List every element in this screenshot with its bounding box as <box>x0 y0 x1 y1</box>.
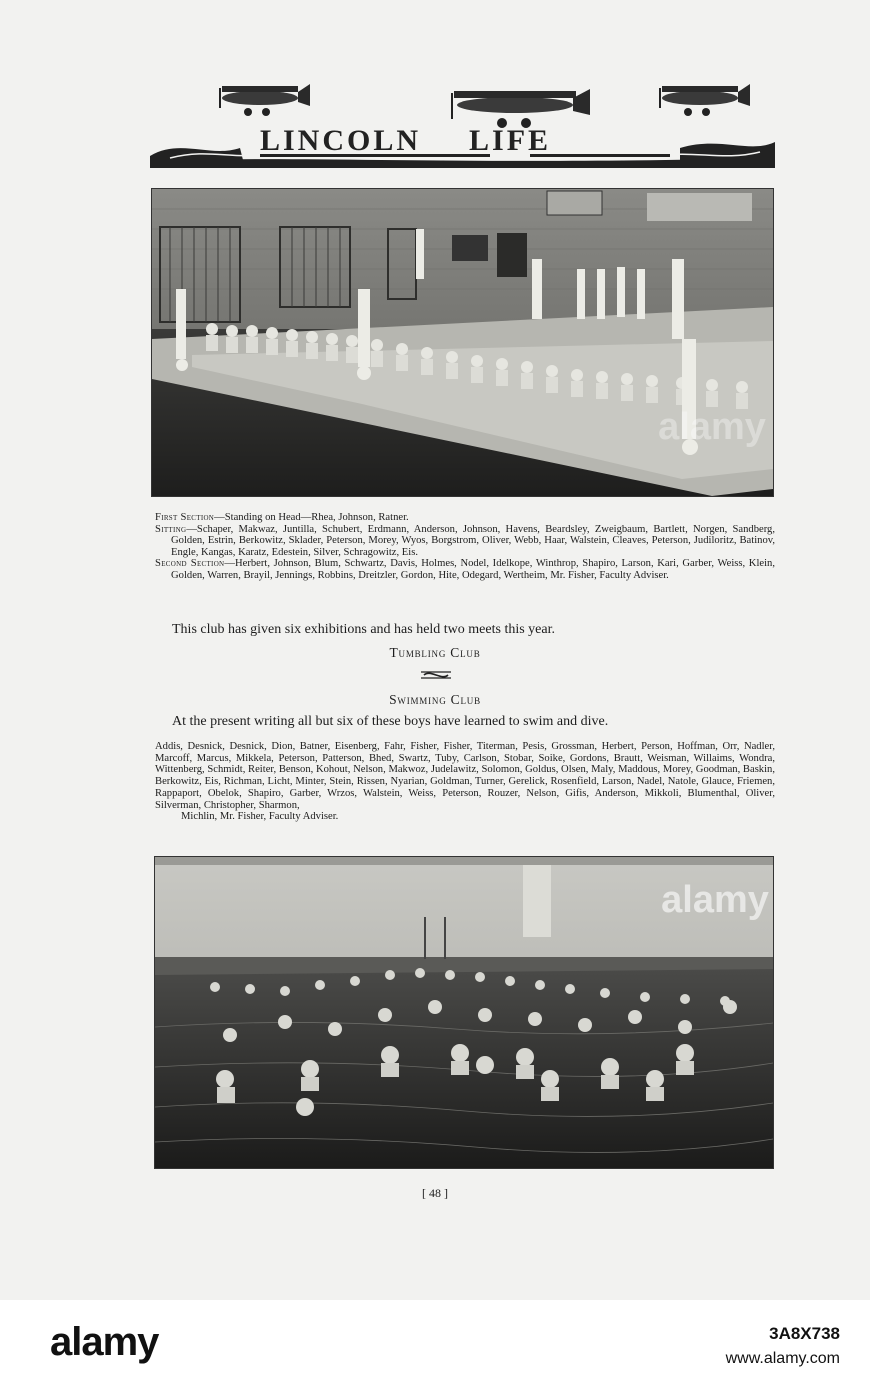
swimming-watermark: alamy <box>661 879 769 921</box>
swimming-names: Addis, Desnick, Desnick, Dion, Batner, Eisenberg, Fahr, Fisher, Fisher, Titerman, Pesis, Grossman, Herbert, Person, Hoffman, Orr, Nadler, Marcoff, Marcus, Mikkela, Peterson, Patterson, Bhed, Swartz, Tuby, Carlson, Stobar, Soike, Gordons, Brautt, Weisman, Willaims, Wondra, Wittenberg, Schmidt, Reiter, Benson, Kohout, Nelson, Makwoz, Judelawitz, Solomon, Goldus, Olsen, Maly, Maddous, Morey, Goodman, Baskin, Berkowitz, Eis, Richman, Licht, Minter, Stein, Rissen, Nyarian, Goldman, Turner, Gerelick, Rosenfield, Larson, Nadel, Natole, Glauce, Friemen, Rappaport, Obelok, Shapiro, Garber, Wrzos, Walstein, Weiss, Peterson, Rouzer, Nelson, Gifis, Anderson, Mikkoli, Blumenthal, Oliver, Silverman, Christopher, Sharmon, <box>155 741 775 811</box>
tumbling-club-title: Tumbling Club <box>389 645 481 660</box>
image-code: 3A8X738 <box>769 1324 840 1343</box>
sitting-line <box>155 524 775 559</box>
second-section-text: —Herbert, Johnson, Blum, Schwartz, Davis, Holmes, Nodel, Idelkope, Winthrop, Shapiro, Larson, Kari, Garber, Weiss, Klein, Golden, Warren, Brayil, Jennings, Robbins, Dreitzler, Gordon, Hite, Odegard, Wertheim, Mr. Fisher, Faculty Adviser. <box>171 558 775 581</box>
section-divider-icon <box>420 669 452 681</box>
tumbling-gym-image <box>152 189 773 496</box>
airplane-right-icon <box>650 80 750 118</box>
first-section-line <box>155 512 775 524</box>
tumbling-watermark: alamy <box>658 406 766 448</box>
sitting-text: —Schaper, Makwaz, Juntilla, Schubert, Erdmann, Anderson, Johnson, Havens, Beardsley, Zweigbaum, Bartlett, Norgen, Sandberg, Golden, Estrin, Berkowitz, Sklader, Peterson, Morey, Wyos, Borgstrom, Oliver, Webb, Haar, Walstein, Cleaves, Peterson, Judiloritz, Batinov, Engle, Kangas, Karatz, Edestein, Silver, Schragowitz, Eis. <box>171 523 775 558</box>
alamy-logo[interactable]: alamy <box>50 1320 159 1364</box>
tumbling-roster <box>155 512 775 582</box>
second-section-line <box>155 558 775 581</box>
lincoln-life-banner <box>150 78 775 173</box>
swimming-roster <box>155 741 775 823</box>
swimming-summary: At the present writing all but six of these boys have learned to swim and dive. <box>172 714 609 729</box>
banner-title <box>260 124 551 158</box>
footer-info <box>726 1324 840 1368</box>
airplane-left-icon <box>210 80 310 118</box>
second-section-label: Second Section <box>155 558 225 570</box>
footer-url-link[interactable]: www.alamy.com <box>725 1350 840 1367</box>
tumbling-club-photo <box>151 188 774 497</box>
banner-title-right: LIFE <box>469 124 552 157</box>
tumbling-summary: This club has given six exhibitions and has held two meets this year. <box>172 622 555 637</box>
first-section-label: First Section <box>155 512 215 523</box>
swimming-club-title: Swimming Club <box>389 692 481 707</box>
sitting-label: Sitting <box>155 523 187 535</box>
swimming-club-photo <box>154 856 774 1169</box>
swimming-pool-image <box>155 857 773 1168</box>
stock-footer-bar <box>0 1300 870 1390</box>
first-section-text: —Standing on Head—Rhea, Johnson, Ratner. <box>214 512 409 523</box>
banner-title-left: LINCOLN <box>260 124 422 157</box>
page-number: [ 48 ] <box>422 1186 448 1200</box>
swimming-names-last: Michlin, Mr. Fisher, Faculty Adviser. <box>181 811 339 823</box>
